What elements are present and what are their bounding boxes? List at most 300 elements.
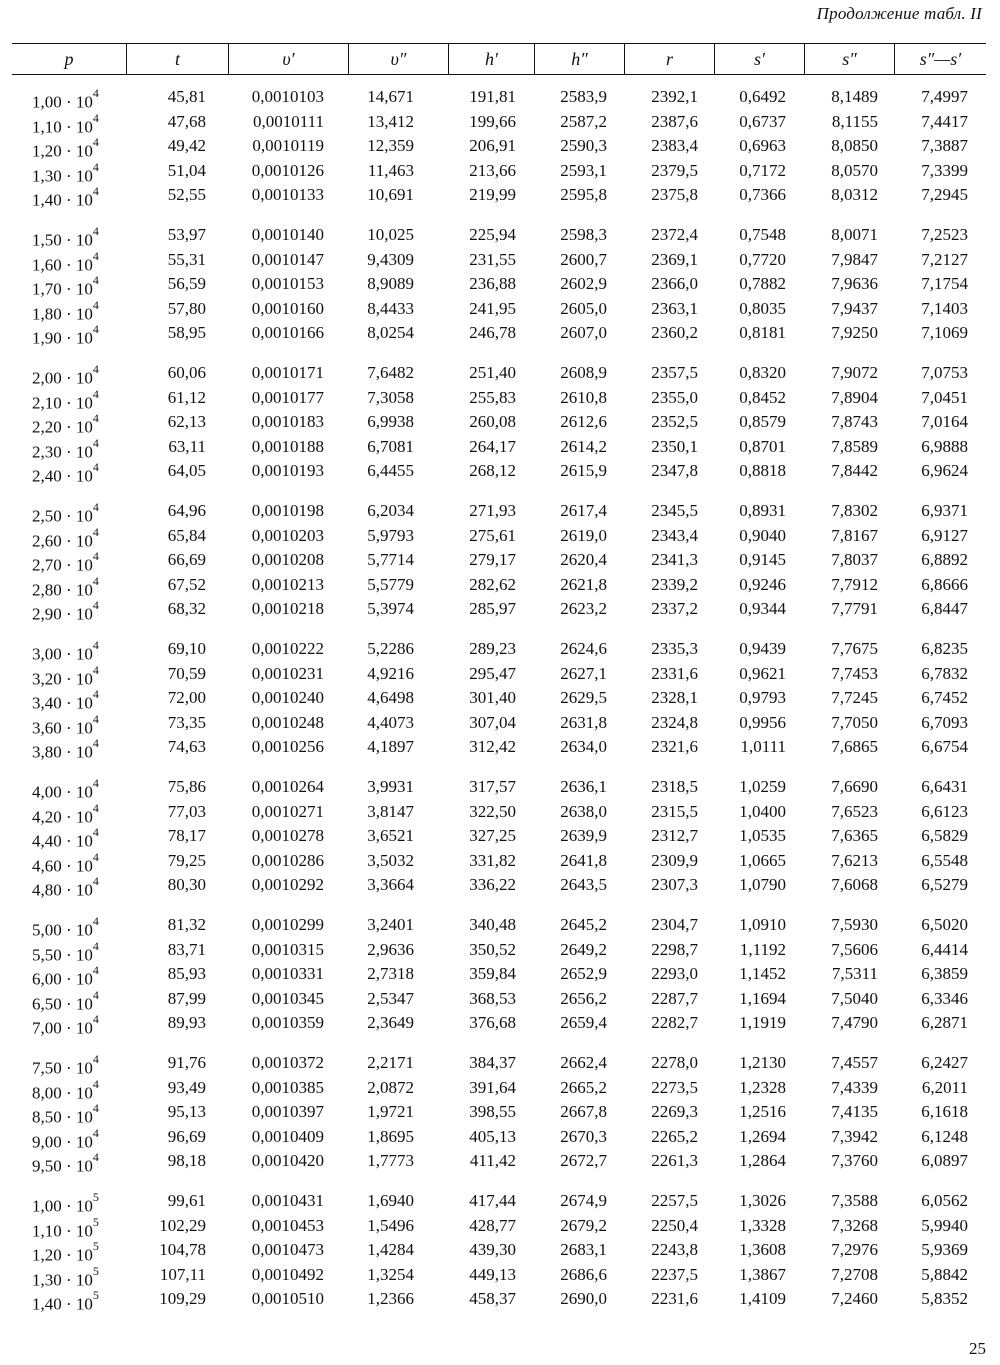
cell-s-vapor: 7,9847 [831, 250, 878, 269]
cell-p [32, 662, 142, 689]
cell-v-vapor: 8,0254 [367, 323, 414, 342]
cell-p-exponent: 4 [92, 712, 99, 726]
cell-t: 91,76 [167, 1053, 206, 1072]
table-row [0, 499, 1000, 526]
cell-s-vapor: 7,5311 [831, 964, 878, 983]
cell-s-vapor: 7,8037 [831, 550, 878, 569]
cell-s-liquid: 0,9040 [739, 526, 786, 545]
cell-h-vapor: 2656,2 [560, 989, 607, 1008]
cell-s-liquid: 0,8818 [739, 461, 786, 480]
cell-s-vapor: 7,2460 [831, 1289, 878, 1308]
cell-v-liquid: 0,0010147 [251, 250, 324, 269]
cell-s-liquid: 0,8181 [739, 323, 786, 342]
cell-h-liquid: 213,66 [469, 161, 516, 180]
cell-p [32, 1287, 142, 1314]
cell-s-vapor: 7,3760 [831, 1151, 878, 1170]
cell-s-diff: 6,7093 [921, 713, 968, 732]
cell-v-liquid: 0,0010171 [251, 363, 324, 382]
cell-p-base: · 10 [61, 644, 93, 664]
cell-r: 2309,9 [651, 851, 698, 870]
cell-p [32, 248, 142, 275]
cell-s-diff: 7,2523 [921, 225, 968, 244]
cell-p [32, 800, 142, 827]
cell-p [32, 1011, 142, 1038]
cell-p [32, 913, 142, 940]
cell-p-exponent: 4 [92, 224, 99, 238]
cell-s-diff: 6,2427 [921, 1053, 968, 1072]
cell-v-liquid: 0,0010397 [251, 1102, 324, 1121]
cell-h-liquid: 236,88 [469, 274, 516, 293]
cell-h-vapor: 2641,8 [560, 851, 607, 870]
cell-t: 99,61 [167, 1191, 206, 1210]
cell-v-liquid: 0,0010256 [251, 737, 324, 756]
cell-p [32, 1100, 142, 1127]
cell-t: 51,04 [167, 161, 206, 180]
cell-v-liquid: 0,0010166 [251, 323, 324, 342]
cell-s-diff: 6,5829 [921, 826, 968, 845]
cell-p-base: · 10 [61, 466, 93, 486]
cell-h-vapor: 2583,9 [560, 87, 607, 106]
cell-r: 2372,4 [651, 225, 698, 244]
cell-s-vapor: 8,0850 [831, 136, 878, 155]
cell-p [32, 459, 142, 486]
cell-p-base: · 10 [61, 368, 93, 388]
cell-s-diff: 7,4417 [921, 112, 968, 131]
cell-s-vapor: 8,0312 [831, 185, 878, 204]
cell-v-liquid: 0,0010372 [251, 1053, 324, 1072]
cell-r: 2282,7 [651, 1013, 698, 1032]
cell-p-exponent: 4 [92, 411, 99, 425]
cell-p-exponent: 4 [92, 1150, 99, 1164]
cell-v-vapor: 4,1897 [367, 737, 414, 756]
cell-s-vapor: 7,4339 [831, 1078, 878, 1097]
cell-p-exponent: 5 [92, 1190, 99, 1204]
cell-v-liquid: 0,0010119 [252, 136, 324, 155]
cell-s-liquid: 1,0400 [739, 802, 786, 821]
cell-v-liquid: 0,0010213 [251, 575, 324, 594]
cell-s-diff: 5,8842 [921, 1265, 968, 1284]
cell-t: 47,68 [167, 112, 206, 131]
cell-s-vapor: 7,6523 [831, 802, 878, 821]
cell-p [32, 711, 142, 738]
cell-p-exponent: 4 [92, 184, 99, 198]
cell-v-vapor: 3,2401 [367, 915, 414, 934]
cell-h-liquid: 199,66 [469, 112, 516, 131]
cell-s-liquid: 0,6492 [739, 87, 786, 106]
cell-h-liquid: 279,17 [469, 550, 516, 569]
table-row [0, 873, 1000, 900]
cell-h-liquid: 458,37 [469, 1289, 516, 1308]
cell-r: 2355,0 [651, 388, 698, 407]
cell-s-diff: 6,1248 [921, 1127, 968, 1146]
cell-s-diff: 6,6754 [921, 737, 968, 756]
cell-h-liquid: 398,55 [469, 1102, 516, 1121]
cell-v-liquid: 0,0010126 [251, 161, 324, 180]
cell-t: 64,96 [167, 501, 206, 520]
cell-p-mantissa: 2,50 [32, 506, 62, 526]
cell-r: 2273,5 [651, 1078, 698, 1097]
cell-v-vapor: 9,4309 [367, 250, 414, 269]
cell-s-diff: 5,9940 [921, 1216, 968, 1235]
cell-s-diff: 6,1618 [921, 1102, 968, 1121]
cell-r: 2369,1 [651, 250, 698, 269]
cell-h-liquid: 417,44 [469, 1191, 516, 1210]
cell-s-liquid: 1,1452 [739, 964, 786, 983]
cell-v-vapor: 3,3664 [367, 875, 414, 894]
cell-t: 89,93 [167, 1013, 206, 1032]
cell-r: 2375,8 [651, 185, 698, 204]
cell-p-exponent: 4 [92, 111, 99, 125]
cell-v-vapor: 6,4455 [367, 461, 414, 480]
cell-v-liquid: 0,0010140 [251, 225, 324, 244]
cell-p-mantissa: 1,70 [32, 279, 62, 299]
cell-r: 2350,1 [651, 437, 698, 456]
cell-t: 69,10 [167, 639, 206, 658]
cell-p-mantissa: 4,80 [32, 880, 62, 900]
cell-v-liquid: 0,0010198 [251, 501, 324, 520]
cell-p-base: · 10 [61, 807, 93, 827]
col-header-h1: h′ [449, 44, 535, 74]
cell-v-vapor: 5,9793 [367, 526, 414, 545]
table-row [0, 849, 1000, 876]
cell-v-liquid: 0,0010103 [251, 87, 324, 106]
cell-p [32, 223, 142, 250]
cell-v-vapor: 12,359 [367, 136, 414, 155]
cell-s-diff: 7,0451 [921, 388, 968, 407]
page-number: 25 [969, 1339, 986, 1358]
cell-v-vapor: 8,4433 [367, 299, 414, 318]
cell-s-diff: 6,4414 [921, 940, 968, 959]
cell-t: 93,49 [167, 1078, 206, 1097]
table-row [0, 524, 1000, 551]
cell-p-base: · 10 [61, 1083, 93, 1103]
cell-p-exponent: 4 [92, 598, 99, 612]
cell-s-liquid: 0,9793 [739, 688, 786, 707]
cell-p [32, 85, 142, 112]
cell-v-vapor: 3,5032 [367, 851, 414, 870]
cell-p-base: · 10 [61, 531, 93, 551]
cell-s-diff: 6,5020 [921, 915, 968, 934]
cell-p [32, 573, 142, 600]
cell-v-liquid: 0,0010188 [251, 437, 324, 456]
cell-p-mantissa: 3,20 [32, 669, 62, 689]
table-row [0, 1189, 1000, 1216]
cell-h-liquid: 391,64 [469, 1078, 516, 1097]
cell-v-liquid: 0,0010193 [251, 461, 324, 480]
cell-s-vapor: 7,7675 [831, 639, 878, 658]
cell-s-liquid: 0,8931 [739, 501, 786, 520]
cell-s-diff: 6,5279 [921, 875, 968, 894]
cell-p-base: · 10 [61, 1270, 93, 1290]
cell-v-liquid: 0,0010111 [253, 112, 324, 131]
cell-r: 2363,1 [651, 299, 698, 318]
cell-v-vapor: 7,3058 [367, 388, 414, 407]
cell-r: 2352,5 [651, 412, 698, 431]
cell-p-mantissa: 5,00 [32, 920, 62, 940]
cell-h-liquid: 307,04 [469, 713, 516, 732]
cell-s-liquid: 0,7172 [739, 161, 786, 180]
cell-v-liquid: 0,0010160 [251, 299, 324, 318]
cell-p-base: · 10 [61, 1018, 93, 1038]
cell-s-diff: 7,2945 [921, 185, 968, 204]
table-row [0, 1051, 1000, 1078]
cell-p-base: · 10 [61, 393, 93, 413]
cell-p [32, 1263, 142, 1290]
table-row [0, 1214, 1000, 1241]
cell-p [32, 297, 142, 324]
table-row [0, 962, 1000, 989]
cell-h-liquid: 405,13 [469, 1127, 516, 1146]
cell-h-liquid: 428,77 [469, 1216, 516, 1235]
cell-r: 2304,7 [651, 915, 698, 934]
cell-s-vapor: 7,5040 [831, 989, 878, 1008]
cell-s-liquid: 0,7882 [739, 274, 786, 293]
cell-r: 2360,2 [651, 323, 698, 342]
cell-t: 77,03 [167, 802, 206, 821]
cell-p-exponent: 4 [92, 322, 99, 336]
table-row [0, 410, 1000, 437]
cell-p-mantissa: 1,90 [32, 328, 62, 348]
cell-r: 2335,3 [651, 639, 698, 658]
cell-s-diff: 6,5548 [921, 851, 968, 870]
cell-v-vapor: 6,2034 [367, 501, 414, 520]
cell-p [32, 962, 142, 989]
cell-p-exponent: 4 [92, 549, 99, 563]
table-row [0, 824, 1000, 851]
cell-v-liquid: 0,0010203 [251, 526, 324, 545]
cell-s-vapor: 7,9250 [831, 323, 878, 342]
cell-h-liquid: 350,52 [469, 940, 516, 959]
cell-p-exponent: 4 [92, 663, 99, 677]
col-header-s2: s″ [805, 44, 895, 74]
cell-s-liquid: 1,2864 [739, 1151, 786, 1170]
cell-h-liquid: 312,42 [469, 737, 516, 756]
cell-v-liquid: 0,0010240 [251, 688, 324, 707]
cell-s-vapor: 7,9072 [831, 363, 878, 382]
cell-r: 2343,4 [651, 526, 698, 545]
cell-h-liquid: 317,57 [469, 777, 516, 796]
cell-t: 102,29 [159, 1216, 206, 1235]
table-caption: Продолжение табл. II [816, 4, 982, 23]
cell-p-base: · 10 [61, 920, 93, 940]
cell-t: 87,99 [167, 989, 206, 1008]
table-row [0, 1149, 1000, 1176]
cell-s-liquid: 0,6963 [739, 136, 786, 155]
cell-p-exponent: 4 [92, 801, 99, 815]
cell-t: 70,59 [167, 664, 206, 683]
col-header-r: r [625, 44, 715, 74]
cell-s-diff: 6,3346 [921, 989, 968, 1008]
cell-r: 2345,5 [651, 501, 698, 520]
cell-r: 2383,4 [651, 136, 698, 155]
cell-p-exponent: 4 [92, 273, 99, 287]
cell-p-mantissa: 2,40 [32, 466, 62, 486]
cell-p [32, 686, 142, 713]
cell-s-liquid: 0,7720 [739, 250, 786, 269]
cell-h-vapor: 2683,1 [560, 1240, 607, 1259]
table-row [0, 386, 1000, 413]
cell-s-liquid: 1,2694 [739, 1127, 786, 1146]
cell-r: 2318,5 [651, 777, 698, 796]
cell-v-liquid: 0,0010271 [251, 802, 324, 821]
cell-h-liquid: 219,99 [469, 185, 516, 204]
cell-p-mantissa: 2,60 [32, 531, 62, 551]
cell-s-vapor: 7,8442 [831, 461, 878, 480]
cell-p [32, 435, 142, 462]
cell-h-liquid: 275,61 [469, 526, 516, 545]
cell-t: 74,63 [167, 737, 206, 756]
cell-s-liquid: 1,0259 [739, 777, 786, 796]
cell-s-liquid: 1,1694 [739, 989, 786, 1008]
cell-h-vapor: 2593,1 [560, 161, 607, 180]
cell-h-liquid: 439,30 [469, 1240, 516, 1259]
cell-p-mantissa: 2,90 [32, 604, 62, 624]
cell-s-diff: 7,1754 [921, 274, 968, 293]
cell-p-exponent: 5 [92, 1264, 99, 1278]
table-row [0, 573, 1000, 600]
cell-p-mantissa: 1,80 [32, 304, 62, 324]
cell-p-mantissa: 1,30 [32, 166, 62, 186]
cell-s-diff: 6,9127 [921, 526, 968, 545]
cell-h-liquid: 206,91 [469, 136, 516, 155]
table-row [0, 110, 1000, 137]
table-row [0, 775, 1000, 802]
cell-s-liquid: 1,1919 [739, 1013, 786, 1032]
cell-s-liquid: 0,6737 [739, 112, 786, 131]
cell-v-liquid: 0,0010264 [251, 777, 324, 796]
table-row [0, 711, 1000, 738]
cell-p [32, 735, 142, 762]
cell-p-mantissa: 8,50 [32, 1107, 62, 1127]
cell-p-base: · 10 [61, 880, 93, 900]
cell-r: 2339,2 [651, 575, 698, 594]
cell-s-diff: 6,6123 [921, 802, 968, 821]
cell-h-vapor: 2607,0 [560, 323, 607, 342]
cell-p [32, 386, 142, 413]
cell-r: 2337,2 [651, 599, 698, 618]
cell-r: 2250,4 [651, 1216, 698, 1235]
cell-h-vapor: 2634,0 [560, 737, 607, 756]
col-header-p: p [12, 44, 127, 74]
table-row [0, 938, 1000, 965]
cell-p [32, 873, 142, 900]
table-row [0, 662, 1000, 689]
cell-p-base: · 10 [61, 442, 93, 462]
cell-s-vapor: 7,7453 [831, 664, 878, 683]
cell-t: 78,17 [167, 826, 206, 845]
cell-p-mantissa: 9,50 [32, 1156, 62, 1176]
cell-p-base: · 10 [61, 693, 93, 713]
cell-h-vapor: 2610,8 [560, 388, 607, 407]
table-row [0, 435, 1000, 462]
cell-p-mantissa: 2,20 [32, 417, 62, 437]
table-row [0, 159, 1000, 186]
cell-v-vapor: 2,9636 [367, 940, 414, 959]
cell-s-diff: 6,8666 [921, 575, 968, 594]
cell-t: 52,55 [167, 185, 206, 204]
cell-p [32, 183, 142, 210]
cell-t: 61,12 [167, 388, 206, 407]
cell-p-base: · 10 [61, 1132, 93, 1152]
cell-t: 56,59 [167, 274, 206, 293]
cell-v-vapor: 2,7318 [367, 964, 414, 983]
table-row [0, 1011, 1000, 1038]
cell-v-vapor: 7,6482 [367, 363, 414, 382]
col-header-t: t [127, 44, 229, 74]
cell-v-liquid: 0,0010359 [251, 1013, 324, 1032]
cell-h-liquid: 340,48 [469, 915, 516, 934]
cell-h-vapor: 2674,9 [560, 1191, 607, 1210]
cell-p [32, 410, 142, 437]
cell-v-vapor: 10,025 [367, 225, 414, 244]
cell-h-liquid: 322,50 [469, 802, 516, 821]
cell-p [32, 159, 142, 186]
cell-h-liquid: 384,37 [469, 1053, 516, 1072]
cell-h-vapor: 2638,0 [560, 802, 607, 821]
cell-p-base: · 10 [61, 969, 93, 989]
cell-p [32, 1238, 142, 1265]
cell-t: 62,13 [167, 412, 206, 431]
cell-p-exponent: 4 [92, 249, 99, 263]
col-header-v1: υ′ [229, 44, 349, 74]
cell-s-liquid: 1,4109 [739, 1289, 786, 1308]
cell-p [32, 849, 142, 876]
cell-p-base: · 10 [61, 1294, 93, 1314]
cell-p-base: · 10 [61, 994, 93, 1014]
cell-t: 83,71 [167, 940, 206, 959]
cell-s-diff: 7,0164 [921, 412, 968, 431]
cell-p-mantissa: 7,00 [32, 1018, 62, 1038]
cell-p-mantissa: 2,70 [32, 555, 62, 575]
cell-r: 2237,5 [651, 1265, 698, 1284]
cell-t: 57,80 [167, 299, 206, 318]
cell-p [32, 548, 142, 575]
cell-s-liquid: 1,0111 [740, 737, 786, 756]
cell-r: 2287,7 [651, 989, 698, 1008]
cell-h-vapor: 2690,0 [560, 1289, 607, 1308]
cell-p-exponent: 4 [92, 298, 99, 312]
cell-t: 81,32 [167, 915, 206, 934]
cell-v-liquid: 0,0010331 [251, 964, 324, 983]
cell-v-vapor: 4,6498 [367, 688, 414, 707]
cell-r: 2387,6 [651, 112, 698, 131]
cell-h-vapor: 2614,2 [560, 437, 607, 456]
cell-v-vapor: 5,2286 [367, 639, 414, 658]
cell-s-liquid: 1,0790 [739, 875, 786, 894]
cell-t: 104,78 [159, 1240, 206, 1259]
cell-p-base: · 10 [61, 166, 93, 186]
cell-r: 2243,8 [651, 1240, 698, 1259]
cell-t: 85,93 [167, 964, 206, 983]
cell-v-vapor: 2,3649 [367, 1013, 414, 1032]
cell-h-vapor: 2621,8 [560, 575, 607, 594]
cell-p [32, 134, 142, 161]
cell-p-mantissa: 4,00 [32, 782, 62, 802]
cell-v-liquid: 0,0010453 [251, 1216, 324, 1235]
cell-s-vapor: 7,6068 [831, 875, 878, 894]
cell-v-liquid: 0,0010222 [251, 639, 324, 658]
cell-v-vapor: 3,8147 [367, 802, 414, 821]
cell-p-base: · 10 [61, 1245, 93, 1265]
cell-p-base: · 10 [61, 580, 93, 600]
cell-h-vapor: 2652,9 [560, 964, 607, 983]
cell-s-vapor: 7,9437 [831, 299, 878, 318]
cell-v-liquid: 0,0010133 [251, 185, 324, 204]
cell-p-exponent: 4 [92, 387, 99, 401]
cell-r: 2324,8 [651, 713, 698, 732]
cell-p-exponent: 5 [92, 1215, 99, 1229]
cell-s-vapor: 8,0071 [831, 225, 878, 244]
